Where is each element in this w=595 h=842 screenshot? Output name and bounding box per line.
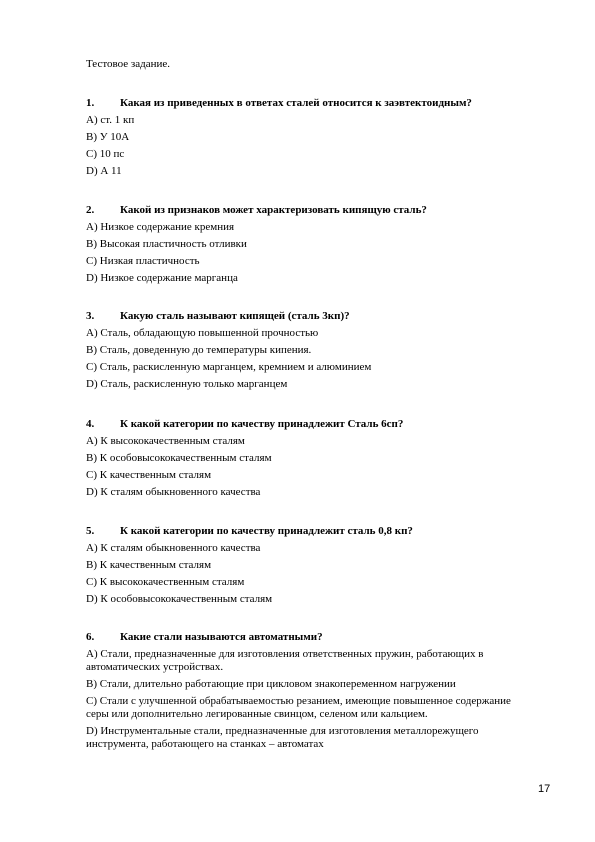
question-2 bbox=[86, 203, 526, 285]
answer-option: D) К особовысококачественным сталям bbox=[86, 593, 273, 605]
answer-option: A) К высококачественным сталям bbox=[86, 435, 245, 447]
answer-option: C) К высококачественным сталям bbox=[86, 576, 245, 588]
question-number: 6. bbox=[86, 631, 95, 643]
answer-option: B) Сталь, доведенную до температуры кипения. bbox=[86, 344, 312, 356]
answer-option: C) Стали с улучшенной обрабатываемостью резанием, имеющие повышенное содержание серы или дополнительно легированные свинцом, селеном или кальцием. bbox=[86, 695, 511, 720]
question-text: К какой категории по качеству принадлежит Сталь 6сп? bbox=[120, 418, 404, 430]
answer-option: D) Сталь, раскисленную только марганцем bbox=[86, 378, 288, 390]
answer-option: D) А 11 bbox=[86, 165, 122, 177]
question-title bbox=[86, 96, 526, 110]
question-number: 2. bbox=[86, 204, 95, 216]
question-text: Какую сталь называют кипящей (сталь 3кп)? bbox=[120, 310, 350, 322]
question-3 bbox=[86, 309, 526, 391]
answer-option: A) К сталям обыкновенного качества bbox=[86, 542, 261, 554]
question-number: 1. bbox=[86, 97, 95, 109]
answer-option: C) 10 пс bbox=[86, 148, 125, 160]
question-title bbox=[86, 524, 526, 538]
question-title bbox=[86, 417, 526, 431]
question-text: Какой из признаков может характеризовать кипящую сталь? bbox=[120, 204, 427, 216]
answer-option: B) К особовысококачественным сталям bbox=[86, 452, 272, 464]
answer-option: A) Сталь, обладающую повышенной прочностью bbox=[86, 327, 319, 339]
answer-option: B) Стали, длительно работающие при цикловом знакопеременном нагружении bbox=[86, 678, 456, 690]
answer-option: A) Стали, предназначенные для изготовления ответственных пружин, работающих в автоматических устройствах. bbox=[86, 648, 484, 673]
question-1 bbox=[86, 96, 526, 178]
question-text: К какой категории по качеству принадлежит сталь 0,8 кп? bbox=[120, 525, 413, 537]
answer-option: D) К сталям обыкновенного качества bbox=[86, 486, 261, 498]
answer-option: A) ст. 1 кп bbox=[86, 114, 135, 126]
question-title bbox=[86, 309, 526, 323]
answer-option: C) Низкая пластичность bbox=[86, 255, 200, 267]
answer-option: B) Высокая пластичность отливки bbox=[86, 238, 247, 250]
question-number: 5. bbox=[86, 525, 95, 537]
answer-option: B) К качественным сталям bbox=[86, 559, 212, 571]
question-text: Какая из приведенных в ответах сталей относится к заэвтектоидным? bbox=[120, 97, 472, 109]
answer-option: D) Низкое содержание марганца bbox=[86, 272, 238, 284]
answer-option: A) Низкое содержание кремния bbox=[86, 221, 235, 233]
page-number: 17 bbox=[538, 783, 551, 795]
answer-option: B) У 10А bbox=[86, 131, 130, 143]
question-number: 3. bbox=[86, 310, 95, 322]
question-number: 4. bbox=[86, 418, 95, 430]
answer-option: C) К качественным сталям bbox=[86, 469, 212, 481]
question-5 bbox=[86, 524, 526, 606]
question-text: Какие стали называются автоматными? bbox=[120, 631, 323, 643]
question-title bbox=[86, 630, 526, 644]
answer-option: D) Инструментальные стали, предназначенные для изготовления металлорежущего инструмента, работающего на станках – автоматах bbox=[86, 725, 479, 750]
question-title bbox=[86, 203, 526, 217]
question-4 bbox=[86, 417, 526, 499]
question-6 bbox=[86, 630, 526, 751]
page-heading: Тестовое задание. bbox=[86, 58, 170, 70]
answer-option: C) Сталь, раскисленную марганцем, кремнием и алюминием bbox=[86, 361, 372, 373]
